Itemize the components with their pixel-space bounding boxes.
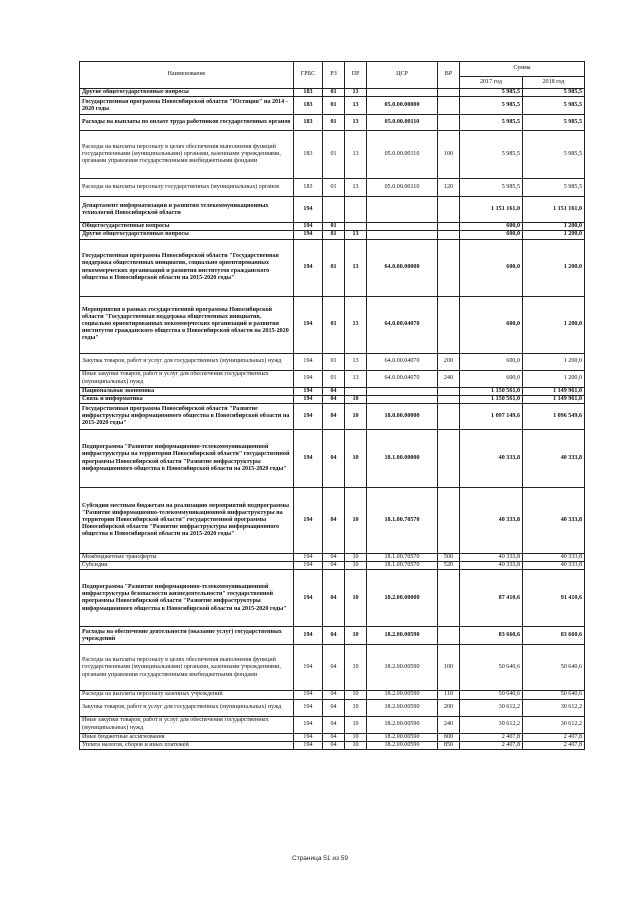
cell-rz: 04: [323, 699, 345, 716]
header-grbs: ГРБС: [294, 62, 323, 89]
table-row: [80, 430, 585, 488]
cell-grbs: 194: [294, 716, 323, 733]
cell-grbs: 194: [294, 562, 323, 570]
cell-grbs: 194: [294, 733, 323, 741]
cell-vr: [438, 488, 460, 554]
cell-pr: [345, 197, 367, 223]
cell-pr: 10: [345, 488, 367, 554]
cell-pr: 13: [345, 115, 367, 131]
cell-sum-2018: 2 407,8: [523, 741, 585, 749]
cell-rz: 01: [323, 97, 345, 115]
cell-rz: 04: [323, 741, 345, 749]
cell-sum-2018: 83 660,6: [523, 627, 585, 645]
cell-name: Национальная экономика: [80, 387, 294, 395]
cell-csr: 18.2.00.00590: [367, 691, 438, 699]
cell-csr: [367, 387, 438, 395]
cell-grbs: 194: [294, 554, 323, 562]
cell-vr: [438, 197, 460, 223]
cell-sum-2017: 1 097 149,6: [460, 404, 523, 430]
cell-pr: 10: [345, 562, 367, 570]
cell-pr: [345, 223, 367, 231]
cell-sum-2018: 5 985,5: [523, 115, 585, 131]
cell-rz: 04: [323, 627, 345, 645]
cell-sum-2018: 50 640,6: [523, 691, 585, 699]
cell-csr: 18.2.00.00590: [367, 741, 438, 749]
cell-grbs: 194: [294, 387, 323, 395]
header-name: Наименование: [80, 62, 294, 89]
cell-rz: 04: [323, 430, 345, 488]
cell-pr: 13: [345, 231, 367, 239]
cell-csr: 18.2.00.00590: [367, 645, 438, 691]
cell-pr: 10: [345, 570, 367, 627]
cell-rz: 04: [323, 488, 345, 554]
cell-sum-2017: 5 985,5: [460, 89, 523, 97]
cell-pr: 10: [345, 627, 367, 645]
cell-name: Расходы на выплаты персоналу казенных учреждений: [80, 691, 294, 699]
cell-name: Расходы на выплаты персоналу в целях обеспечения выполнения функций государственными (муниципальными) органами, казенными учреждениями, органами управления государственными внебюджетными фондами: [80, 131, 294, 179]
budget-table: [79, 61, 585, 750]
cell-name: Иные закупки товаров, работ и услуг для обеспечения государственных (муниципальных) нужд: [80, 716, 294, 733]
cell-pr: 10: [345, 395, 367, 403]
cell-vr: 800: [438, 733, 460, 741]
cell-sum-2017: 600,0: [460, 223, 523, 231]
cell-sum-2017: 5 985,5: [460, 131, 523, 179]
cell-name: Субсидии местным бюджетам на реализацию мероприятий подпрограммы "Развитие информационно-телекоммуникационной инфраструктуры на территории Новосибирской области" государственной программы Новосибирской области "Развитие инфраструктуры информационного общества в Новосибирской области на 2015-2020 годы": [80, 488, 294, 554]
table-row: [80, 131, 585, 179]
table-row: [80, 554, 585, 562]
cell-sum-2017: 30 612,2: [460, 716, 523, 733]
cell-sum-2017: 1 150 561,0: [460, 395, 523, 403]
cell-pr: [345, 387, 367, 395]
cell-sum-2017: 83 660,6: [460, 627, 523, 645]
cell-pr: 10: [345, 699, 367, 716]
header-rz: РЗ: [323, 62, 345, 89]
table-row: [80, 115, 585, 131]
table-row: [80, 353, 585, 370]
cell-vr: [438, 97, 460, 115]
cell-vr: 240: [438, 370, 460, 387]
cell-sum-2018: 30 612,2: [523, 716, 585, 733]
table-header: [80, 62, 585, 89]
cell-name: Иные закупки товаров, работ и услуг для обеспечения государственных (муниципальных) нужд: [80, 370, 294, 387]
cell-rz: 01: [323, 131, 345, 179]
table-row: [80, 488, 585, 554]
cell-vr: 120: [438, 179, 460, 197]
cell-csr: 64.0.00.04070: [367, 296, 438, 353]
cell-rz: 04: [323, 716, 345, 733]
cell-pr: 10: [345, 554, 367, 562]
table-row: [80, 387, 585, 395]
cell-sum-2018: 1 200,0: [523, 231, 585, 239]
cell-grbs: 194: [294, 353, 323, 370]
cell-rz: 01: [323, 115, 345, 131]
cell-csr: [367, 223, 438, 231]
cell-name: Закупка товаров, работ и услуг для государственных (муниципальных) нужд: [80, 699, 294, 716]
cell-name: Государственная программа Новосибирской области "Юстиция" на 2014 - 2020 годы: [80, 97, 294, 115]
cell-vr: [438, 395, 460, 403]
cell-pr: 13: [345, 370, 367, 387]
cell-vr: 200: [438, 353, 460, 370]
cell-grbs: 194: [294, 430, 323, 488]
cell-grbs: 183: [294, 89, 323, 97]
cell-grbs: 194: [294, 239, 323, 296]
cell-rz: 01: [323, 179, 345, 197]
cell-rz: 01: [323, 231, 345, 239]
cell-name: Расходы на выплаты по оплате труда работников государственных органов: [80, 115, 294, 131]
table-row: [80, 741, 585, 749]
cell-grbs: 194: [294, 691, 323, 699]
cell-sum-2018: 1 096 549,6: [523, 404, 585, 430]
table-row: [80, 239, 585, 296]
table-row: [80, 699, 585, 716]
cell-sum-2018: 5 985,5: [523, 89, 585, 97]
table-row: [80, 404, 585, 430]
cell-csr: [367, 89, 438, 97]
table-row: [80, 231, 585, 239]
cell-sum-2017: 600,0: [460, 296, 523, 353]
cell-vr: [438, 570, 460, 627]
header-csr: ЦСР: [367, 62, 438, 89]
cell-sum-2018: 40 333,8: [523, 430, 585, 488]
cell-grbs: 183: [294, 115, 323, 131]
table-row: [80, 733, 585, 741]
cell-rz: 01: [323, 239, 345, 296]
cell-sum-2017: 5 985,5: [460, 97, 523, 115]
cell-csr: [367, 395, 438, 403]
cell-sum-2017: 600,0: [460, 231, 523, 239]
cell-sum-2018: 1 149 961,0: [523, 387, 585, 395]
cell-grbs: 194: [294, 296, 323, 353]
cell-sum-2017: 600,0: [460, 239, 523, 296]
header-sum: Сумма: [460, 62, 585, 77]
cell-name: Расходы на выплаты персоналу государственных (муниципальных) органов: [80, 179, 294, 197]
cell-grbs: 194: [294, 741, 323, 749]
cell-pr: 13: [345, 89, 367, 97]
cell-vr: [438, 231, 460, 239]
cell-grbs: 194: [294, 488, 323, 554]
cell-csr: 05.0.00.00000: [367, 97, 438, 115]
cell-vr: [438, 387, 460, 395]
cell-csr: 64.0.00.00000: [367, 239, 438, 296]
cell-pr: 10: [345, 691, 367, 699]
cell-grbs: 194: [294, 197, 323, 223]
cell-vr: [438, 223, 460, 231]
cell-vr: [438, 404, 460, 430]
header-vr: ВР: [438, 62, 460, 89]
cell-vr: 240: [438, 716, 460, 733]
table-body: [80, 89, 585, 750]
cell-grbs: 194: [294, 570, 323, 627]
cell-csr: [367, 231, 438, 239]
cell-vr: 100: [438, 131, 460, 179]
table-row: [80, 395, 585, 403]
cell-name: Субсидии: [80, 562, 294, 570]
cell-rz: 04: [323, 404, 345, 430]
cell-vr: 100: [438, 645, 460, 691]
cell-sum-2018: 1 149 961,0: [523, 395, 585, 403]
table-row: [80, 627, 585, 645]
cell-rz: 01: [323, 296, 345, 353]
cell-name: Расходы на обеспечение деятельности (оказание услуг) государственных учреждений: [80, 627, 294, 645]
page-footer: Страница 51 из 59: [292, 855, 348, 862]
cell-sum-2018: 40 333,8: [523, 562, 585, 570]
header-2018: 2018 год: [523, 77, 585, 89]
cell-rz: 01: [323, 89, 345, 97]
cell-sum-2017: 50 640,6: [460, 691, 523, 699]
cell-csr: 05.0.00.00110: [367, 115, 438, 131]
cell-sum-2018: 1 200,0: [523, 370, 585, 387]
cell-grbs: 183: [294, 131, 323, 179]
table-row: [80, 296, 585, 353]
cell-pr: 10: [345, 645, 367, 691]
cell-vr: [438, 239, 460, 296]
table-row: [80, 223, 585, 231]
cell-name: Государственная программа Новосибирской области "Развитие инфраструктуры информационного общества в Новосибирской области на 2015-2020 годы": [80, 404, 294, 430]
cell-vr: 200: [438, 699, 460, 716]
cell-sum-2018: 1 200,0: [523, 239, 585, 296]
cell-sum-2017: 600,0: [460, 370, 523, 387]
cell-rz: 04: [323, 733, 345, 741]
cell-vr: [438, 627, 460, 645]
table-row: [80, 370, 585, 387]
cell-sum-2017: 87 410,6: [460, 570, 523, 627]
cell-pr: 10: [345, 716, 367, 733]
cell-vr: [438, 430, 460, 488]
cell-grbs: 194: [294, 645, 323, 691]
cell-name: Государственная программа Новосибирской области "Государственная поддержка общественных инициатив, социально ориентированных некоммерческих организаций и развития институтов гражданского общества в Новосибирской области на 2015-2020 годы": [80, 239, 294, 296]
cell-sum-2018: 5 985,5: [523, 131, 585, 179]
header-pr: ПР: [345, 62, 367, 89]
cell-name: Департамент информатизации и развития телекоммуникационных технологий Новосибирской области: [80, 197, 294, 223]
cell-name: Подпрограмма "Развитие информационно-телекоммуникационной инфраструктуры безопасности жизнедеятельности" государственной программы Новосибирской области "Развитие инфраструктуры информационного общества в Новосибирской области на 2015-2020 годы": [80, 570, 294, 627]
cell-sum-2018: 2 407,8: [523, 733, 585, 741]
cell-name: Связь и информатика: [80, 395, 294, 403]
cell-csr: 05.0.00.00110: [367, 131, 438, 179]
header-2017: 2017 год: [460, 77, 523, 89]
cell-grbs: 194: [294, 404, 323, 430]
cell-csr: 18.2.00.00590: [367, 627, 438, 645]
cell-csr: 18.1.00.70570: [367, 562, 438, 570]
cell-sum-2017: 40 333,8: [460, 488, 523, 554]
cell-name: Межбюджетные трансферты: [80, 554, 294, 562]
cell-sum-2018: 50 640,6: [523, 645, 585, 691]
cell-csr: 18.1.00.70570: [367, 488, 438, 554]
cell-sum-2017: 2 407,8: [460, 733, 523, 741]
cell-sum-2017: 50 640,6: [460, 645, 523, 691]
cell-pr: 13: [345, 97, 367, 115]
cell-sum-2018: 5 985,5: [523, 179, 585, 197]
cell-sum-2018: 1 151 161,0: [523, 197, 585, 223]
cell-vr: [438, 89, 460, 97]
cell-rz: [323, 197, 345, 223]
cell-pr: 10: [345, 430, 367, 488]
table-row: [80, 716, 585, 733]
table-row: [80, 645, 585, 691]
table-row: [80, 562, 585, 570]
cell-rz: 04: [323, 562, 345, 570]
cell-grbs: 183: [294, 179, 323, 197]
table-row: [80, 89, 585, 97]
cell-rz: 04: [323, 554, 345, 562]
cell-csr: 18.1.00.00000: [367, 430, 438, 488]
cell-rz: 04: [323, 395, 345, 403]
cell-sum-2017: 5 985,5: [460, 115, 523, 131]
cell-pr: 13: [345, 239, 367, 296]
cell-grbs: 194: [294, 223, 323, 231]
cell-rz: 04: [323, 645, 345, 691]
cell-sum-2018: 1 200,0: [523, 353, 585, 370]
cell-vr: [438, 115, 460, 131]
cell-rz: 04: [323, 570, 345, 627]
cell-grbs: 194: [294, 627, 323, 645]
cell-csr: 18.2.00.00590: [367, 716, 438, 733]
cell-sum-2017: 40 333,8: [460, 562, 523, 570]
table-row: [80, 691, 585, 699]
cell-csr: 18.2.00.00000: [367, 570, 438, 627]
cell-sum-2018: 30 612,2: [523, 699, 585, 716]
cell-rz: 04: [323, 387, 345, 395]
cell-grbs: 194: [294, 395, 323, 403]
cell-csr: 18.1.00.70570: [367, 554, 438, 562]
cell-sum-2018: 40 333,8: [523, 554, 585, 562]
cell-name: Другие общегосударственные вопросы: [80, 231, 294, 239]
cell-grbs: 194: [294, 699, 323, 716]
cell-csr: 18.2.00.00590: [367, 733, 438, 741]
cell-vr: [438, 296, 460, 353]
cell-vr: 520: [438, 562, 460, 570]
table-row: [80, 97, 585, 115]
cell-sum-2017: 1 151 161,0: [460, 197, 523, 223]
cell-grbs: 194: [294, 231, 323, 239]
cell-csr: 18.2.00.00590: [367, 699, 438, 716]
cell-sum-2017: 2 407,8: [460, 741, 523, 749]
cell-rz: 01: [323, 370, 345, 387]
cell-sum-2018: 5 985,5: [523, 97, 585, 115]
cell-name: Подпрограмма "Развитие информационно-телекоммуникационной инфраструктуры на территории Новосибирской области" государственной программы Новосибирской области "Развитие инфраструктуры информационного общества в Новосибирской области на 2015-2020 годы": [80, 430, 294, 488]
cell-sum-2017: 5 985,5: [460, 179, 523, 197]
cell-sum-2018: 1 200,0: [523, 296, 585, 353]
cell-pr: 10: [345, 404, 367, 430]
cell-csr: [367, 197, 438, 223]
cell-csr: 64.0.00.04070: [367, 353, 438, 370]
cell-name: Иные бюджетные ассигнования: [80, 733, 294, 741]
cell-pr: 13: [345, 353, 367, 370]
cell-name: Уплата налогов, сборов и иных платежей: [80, 741, 294, 749]
cell-grbs: 183: [294, 97, 323, 115]
cell-vr: 850: [438, 741, 460, 749]
cell-name: Другие общегосударственные вопросы: [80, 89, 294, 97]
table-row: [80, 570, 585, 627]
cell-csr: 18.0.00.00000: [367, 404, 438, 430]
cell-name: Мероприятия в рамках государственной программы Новосибирской области "Государственная поддержка общественных инициатив, социально ориентированных некоммерческих организаций и развития институтов гражданского общества в Новосибирской области на 2015-2020 годы": [80, 296, 294, 353]
cell-sum-2017: 600,0: [460, 353, 523, 370]
cell-sum-2018: 40 333,8: [523, 488, 585, 554]
cell-vr: 110: [438, 691, 460, 699]
cell-name: Общегосударственные вопросы: [80, 223, 294, 231]
cell-sum-2017: 30 612,2: [460, 699, 523, 716]
cell-sum-2018: 1 200,0: [523, 223, 585, 231]
cell-rz: 01: [323, 223, 345, 231]
cell-csr: 05.0.00.00110: [367, 179, 438, 197]
cell-sum-2018: 91 410,6: [523, 570, 585, 627]
cell-pr: 10: [345, 733, 367, 741]
cell-pr: 13: [345, 131, 367, 179]
cell-pr: 13: [345, 179, 367, 197]
cell-pr: 13: [345, 296, 367, 353]
table-row: [80, 179, 585, 197]
cell-sum-2017: 1 150 561,0: [460, 387, 523, 395]
cell-sum-2017: 40 333,8: [460, 430, 523, 488]
cell-name: Расходы на выплаты персоналу в целях обеспечения выполнения функций государственными (муниципальными) органами, казенными учреждениями, органами управления государственными внебюджетными фондами: [80, 645, 294, 691]
cell-csr: 64.0.00.04070: [367, 370, 438, 387]
table-row: [80, 197, 585, 223]
cell-name: Закупка товаров, работ и услуг для государственных (муниципальных) нужд: [80, 353, 294, 370]
cell-sum-2017: 40 333,8: [460, 554, 523, 562]
cell-rz: 04: [323, 691, 345, 699]
cell-rz: 01: [323, 353, 345, 370]
cell-pr: 10: [345, 741, 367, 749]
cell-vr: 500: [438, 554, 460, 562]
cell-grbs: 194: [294, 370, 323, 387]
